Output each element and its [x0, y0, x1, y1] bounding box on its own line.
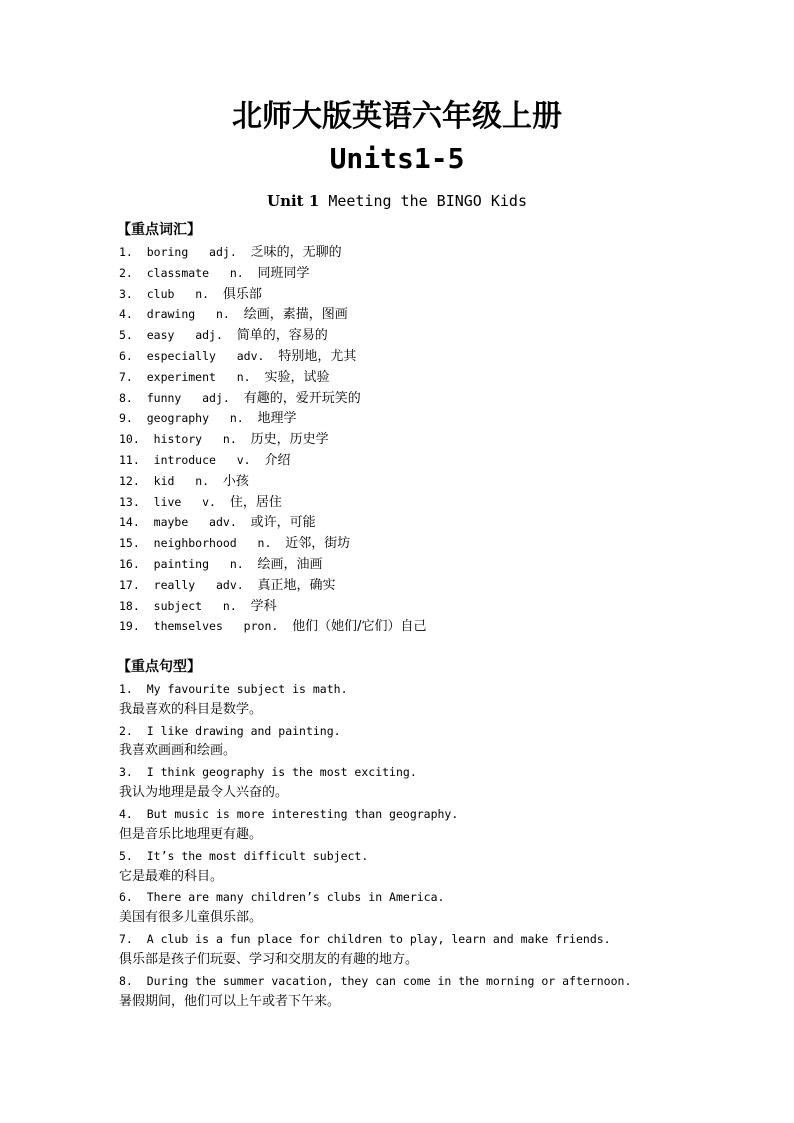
vocab-item	[119, 450, 427, 471]
vocab-word: club	[146, 286, 175, 301]
vocab-word: drawing	[146, 307, 196, 322]
sentence-chinese: 暑假期间，他们可以上午或者下午来。	[119, 993, 341, 1009]
vocab-part-of-speech: adj.	[202, 390, 230, 405]
vocab-meaning: 俱乐部	[222, 286, 262, 302]
sentence-chinese: 俱乐部是孩子们玩耍、学习和交朋友的有趣的地方。	[119, 951, 419, 967]
vocab-word: introduce	[153, 452, 216, 467]
vocab-item	[119, 512, 427, 533]
vocab-item	[119, 263, 427, 284]
vocab-number: 16.	[119, 556, 140, 571]
vocab-meaning: 他们（她们/它们）自己	[292, 619, 427, 635]
sentence-english-text: But music is more interesting than geography.	[146, 807, 459, 822]
vocab-part-of-speech: v.	[236, 452, 251, 467]
sentence-english	[119, 679, 631, 700]
sentence-chinese: 但是音乐比地理更有趣。	[119, 826, 263, 842]
vocab-word: kid	[153, 473, 175, 488]
sentence-item	[119, 887, 631, 929]
vocab-meaning: 绘画，素描，图画	[243, 307, 348, 323]
vocab-part-of-speech: pron.	[243, 619, 279, 634]
sentence-chinese: 它是最难的科目。	[119, 868, 224, 884]
vocab-word: classmate	[146, 265, 210, 280]
vocab-number: 13.	[119, 494, 140, 509]
sentence-english	[119, 721, 631, 742]
sentence-number: 3.	[119, 765, 133, 780]
vocab-meaning: 近邻，街坊	[285, 536, 351, 552]
vocab-word: funny	[146, 390, 182, 405]
vocab-part-of-speech: n.	[195, 286, 210, 301]
vocab-meaning: 地理学	[257, 411, 297, 427]
sentence-english-text: It’s the most difficult subject.	[146, 848, 369, 863]
sentence-number: 8.	[119, 973, 133, 988]
vocab-number: 1.	[119, 245, 133, 259]
vocab-number: 4.	[119, 307, 133, 322]
vocab-part-of-speech: n.	[195, 473, 210, 488]
vocab-word: history	[153, 432, 203, 447]
sentence-heading: 【重点句型】	[117, 659, 201, 675]
sentence-number: 6.	[119, 890, 133, 905]
sentence-item	[119, 846, 631, 888]
vocab-word: live	[153, 494, 182, 509]
vocab-word: especially	[146, 348, 216, 363]
vocab-word: easy	[146, 328, 175, 343]
vocab-number: 14.	[119, 515, 140, 530]
vocab-item	[119, 346, 427, 367]
sentence-english	[119, 846, 631, 867]
vocab-meaning: 历史，历史学	[250, 432, 329, 448]
vocab-word: geography	[146, 411, 210, 426]
vocab-word: themselves	[153, 619, 223, 634]
vocab-part-of-speech: adj.	[195, 328, 223, 343]
vocab-number: 17.	[119, 577, 140, 592]
sentence-item	[119, 971, 631, 1013]
vocab-meaning: 简单的，容易的	[236, 328, 328, 344]
vocab-item	[119, 284, 427, 305]
vocab-number: 7.	[119, 369, 133, 384]
sentence-chinese: 我喜欢画画和绘画。	[119, 743, 237, 759]
sentence-english	[119, 887, 631, 908]
unit-label: Unit 1	[267, 192, 320, 210]
vocab-number: 11.	[119, 452, 140, 467]
vocab-meaning: 真正地，确实	[257, 577, 336, 593]
vocab-item	[119, 408, 427, 429]
vocab-number: 10.	[119, 432, 140, 447]
vocab-meaning: 介绍	[264, 452, 291, 468]
sentence-english-text: My favourite subject is math.	[146, 682, 348, 696]
vocab-part-of-speech: n.	[229, 265, 244, 280]
vocab-word: neighborhood	[153, 536, 237, 551]
vocab-item	[119, 533, 427, 554]
vocab-item	[119, 325, 427, 346]
sentence-english-text: I think geography is the most exciting.	[146, 765, 417, 780]
vocab-number: 2.	[119, 265, 133, 280]
sentence-item	[119, 929, 631, 971]
vocab-part-of-speech: v.	[202, 494, 216, 509]
sentence-item	[119, 804, 631, 846]
sentence-english-text: I like drawing and painting.	[146, 723, 341, 738]
vocab-item	[119, 304, 427, 325]
vocab-meaning: 或许，可能	[250, 515, 316, 531]
vocab-number: 12.	[119, 473, 140, 488]
sentence-item	[119, 679, 631, 721]
vocab-item	[119, 367, 427, 388]
vocab-item	[119, 388, 427, 409]
vocab-word: painting	[153, 556, 210, 571]
vocab-number: 3.	[119, 286, 133, 301]
vocab-part-of-speech: n.	[229, 411, 244, 426]
vocab-meaning: 住，居住	[229, 494, 282, 510]
vocab-meaning: 小孩	[222, 473, 249, 489]
vocab-number: 9.	[119, 411, 133, 426]
vocab-part-of-speech: n.	[236, 369, 251, 384]
vocab-word: maybe	[153, 515, 189, 530]
vocab-number: 19.	[119, 619, 140, 634]
sentence-number: 5.	[119, 848, 133, 863]
vocab-item	[119, 429, 427, 450]
vocab-number: 18.	[119, 598, 140, 613]
vocab-number: 6.	[119, 348, 133, 363]
vocab-item	[119, 596, 427, 617]
vocab-number: 15.	[119, 536, 140, 551]
vocab-meaning: 特别地，尤其	[278, 348, 357, 364]
vocab-part-of-speech: n.	[257, 536, 272, 551]
vocab-part-of-speech: n.	[222, 598, 237, 613]
vocab-item	[119, 616, 427, 637]
unit-heading	[0, 191, 794, 211]
vocab-meaning: 实验，试验	[264, 369, 330, 385]
sentence-item	[119, 721, 631, 763]
sentence-list	[119, 679, 631, 1013]
vocab-part-of-speech: adv.	[215, 577, 244, 592]
vocab-meaning: 学科	[250, 598, 277, 614]
vocab-part-of-speech: n.	[229, 556, 244, 571]
sentence-english-text: A club is a fun place for children to play, learn and make friends.	[146, 932, 611, 947]
sentence-english	[119, 929, 631, 950]
sentence-number: 1.	[119, 682, 133, 696]
sentence-item	[119, 762, 631, 804]
vocab-meaning: 乏味的，无聊的	[250, 245, 342, 260]
vocab-word: really	[153, 577, 196, 592]
sentence-number: 2.	[119, 723, 133, 738]
vocab-number: 5.	[119, 328, 133, 343]
vocab-meaning: 有趣的，爱开玩笑的	[243, 390, 361, 406]
vocab-part-of-speech: n.	[215, 307, 230, 322]
unit-name: Meeting the BINGO Kids	[328, 192, 527, 210]
vocab-part-of-speech: adv.	[236, 348, 265, 363]
vocab-heading: 【重点词汇】	[117, 222, 201, 238]
sentence-english	[119, 804, 631, 825]
sentence-number: 7.	[119, 932, 133, 947]
vocab-meaning: 绘画，油画	[257, 556, 323, 572]
sentence-number: 4.	[119, 807, 133, 822]
vocab-word: subject	[153, 598, 203, 613]
sentence-english-text: There are many children’s clubs in America.	[146, 890, 445, 905]
vocab-number: 8.	[119, 390, 133, 405]
document-title: 北师大版英语六年级上册	[232, 99, 562, 134]
vocab-list	[119, 242, 427, 637]
vocab-item	[119, 575, 427, 596]
vocab-word: boring	[146, 245, 189, 259]
sentence-chinese: 我最喜欢的科目是数学。	[119, 701, 263, 717]
vocab-item	[119, 492, 427, 513]
sentence-english	[119, 971, 631, 992]
vocab-word: experiment	[146, 369, 216, 384]
vocab-part-of-speech: n.	[222, 432, 237, 447]
sentence-chinese: 美国有很多儿童俱乐部。	[119, 910, 263, 926]
vocab-part-of-speech: adv.	[209, 515, 237, 530]
vocab-item	[119, 242, 427, 263]
sentence-english-text: During the summer vacation, they can come in the morning or afternoon.	[146, 973, 632, 988]
sentence-chinese: 我认为地理是最令人兴奋的。	[119, 785, 289, 801]
vocab-meaning: 同班同学	[257, 265, 310, 281]
sentence-english	[119, 762, 631, 783]
vocab-part-of-speech: adj.	[209, 245, 237, 259]
document-subtitle: Units1-5	[329, 142, 465, 175]
vocab-item	[119, 471, 427, 492]
vocab-item	[119, 554, 427, 575]
